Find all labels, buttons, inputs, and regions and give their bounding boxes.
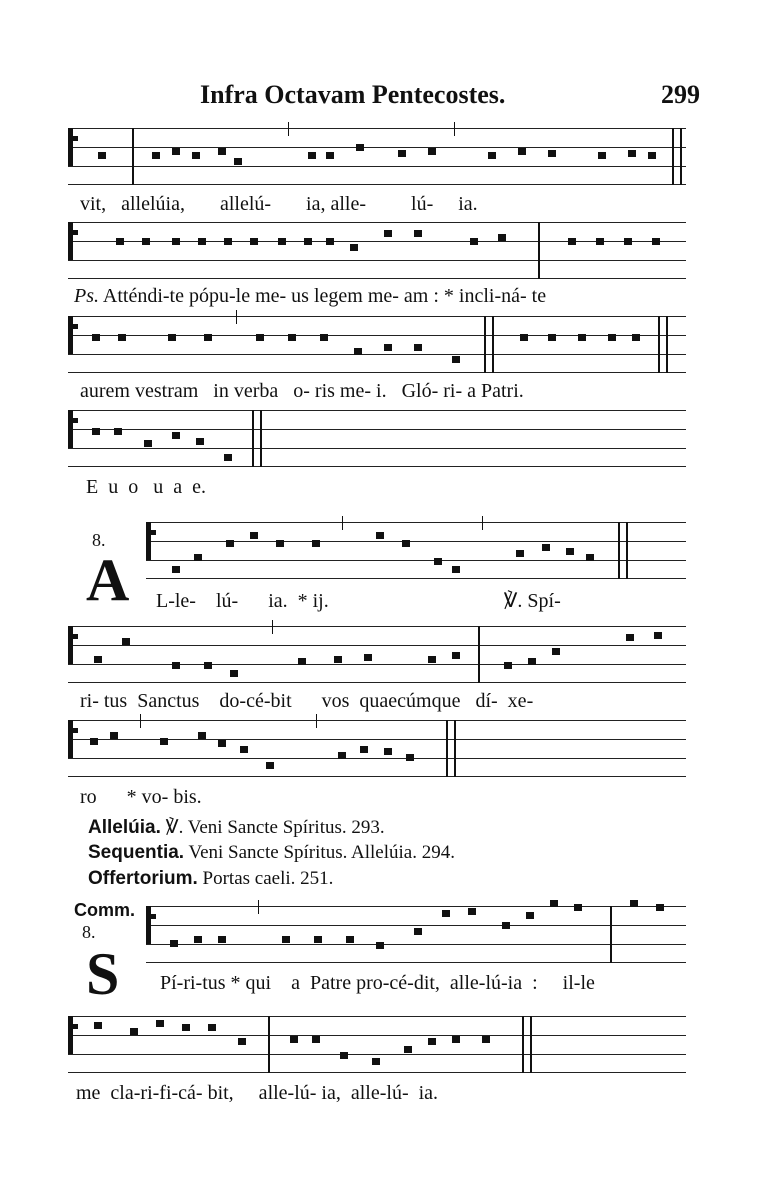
lyrics-line: Pí-ri-tus * qui a Patre pro-cé-dit, alle-lú-ia : il-le — [160, 972, 595, 994]
initial-letter: A — [86, 547, 130, 613]
clef — [68, 626, 73, 664]
mode-number: 8. — [82, 922, 96, 942]
music-staff — [68, 626, 686, 683]
reference-label: Offertorium. — [88, 868, 198, 889]
clef — [146, 906, 151, 944]
lyrics-line: aurem vestram in verba o- ris me- i. Gló- ri- a Patri. — [80, 380, 524, 402]
initial-letter: S — [86, 941, 120, 1007]
clef — [146, 522, 151, 560]
music-staff — [68, 128, 686, 185]
lyrics-line: vit, allelúia, allelú- ia, alle- lú- ia. — [80, 193, 478, 215]
lyrics-line: ri- tus Sanctus do-cé-bit vos quaecúmque dí- xe- — [80, 690, 534, 712]
lyrics-line: me cla-ri-fi-cá- bit, alle-lú- ia, alle-lú- ia. — [76, 1082, 439, 1104]
reference-line — [88, 842, 455, 864]
reference-label: Allelúia. — [88, 817, 161, 838]
reference-label: Sequentia. — [88, 842, 185, 863]
page-number: 299 — [661, 80, 700, 109]
reference-line — [88, 868, 333, 890]
communion-label: Comm. — [74, 900, 136, 920]
reference-text: Portas caeli. 251. — [197, 868, 334, 889]
lyrics-line: ro * vo- bis. — [80, 786, 202, 808]
music-staff — [146, 906, 686, 963]
clef — [68, 410, 73, 448]
mode-number: 8. — [92, 530, 106, 550]
music-staff — [68, 720, 686, 777]
reference-line — [88, 816, 385, 839]
music-staff — [68, 316, 686, 373]
clef — [68, 1016, 73, 1054]
music-staff — [68, 1016, 686, 1073]
clef — [68, 128, 73, 166]
clef — [68, 222, 73, 260]
music-staff — [146, 522, 686, 579]
clef — [68, 316, 73, 354]
reference-text: ℣. Veni Sancte Spíritus. 293. — [160, 817, 385, 838]
lyrics-line: L-le- lú- ia. * ij. ℣. Spí- — [156, 590, 561, 612]
lyrics-line — [74, 285, 546, 308]
music-staff — [68, 222, 686, 279]
clef — [68, 720, 73, 758]
psalm-text: Atténdi-te pópu-le me- us legem me- am : * incli-ná- te — [99, 285, 547, 307]
psalm-label: Ps. — [74, 285, 99, 307]
music-staff — [68, 410, 686, 467]
reference-text: Veni Sancte Spíritus. Allelúia. 294. — [184, 842, 455, 863]
page-title: Infra Octavam Pentecostes. — [200, 80, 506, 109]
lyrics-line: E u o u a e. — [86, 476, 206, 498]
